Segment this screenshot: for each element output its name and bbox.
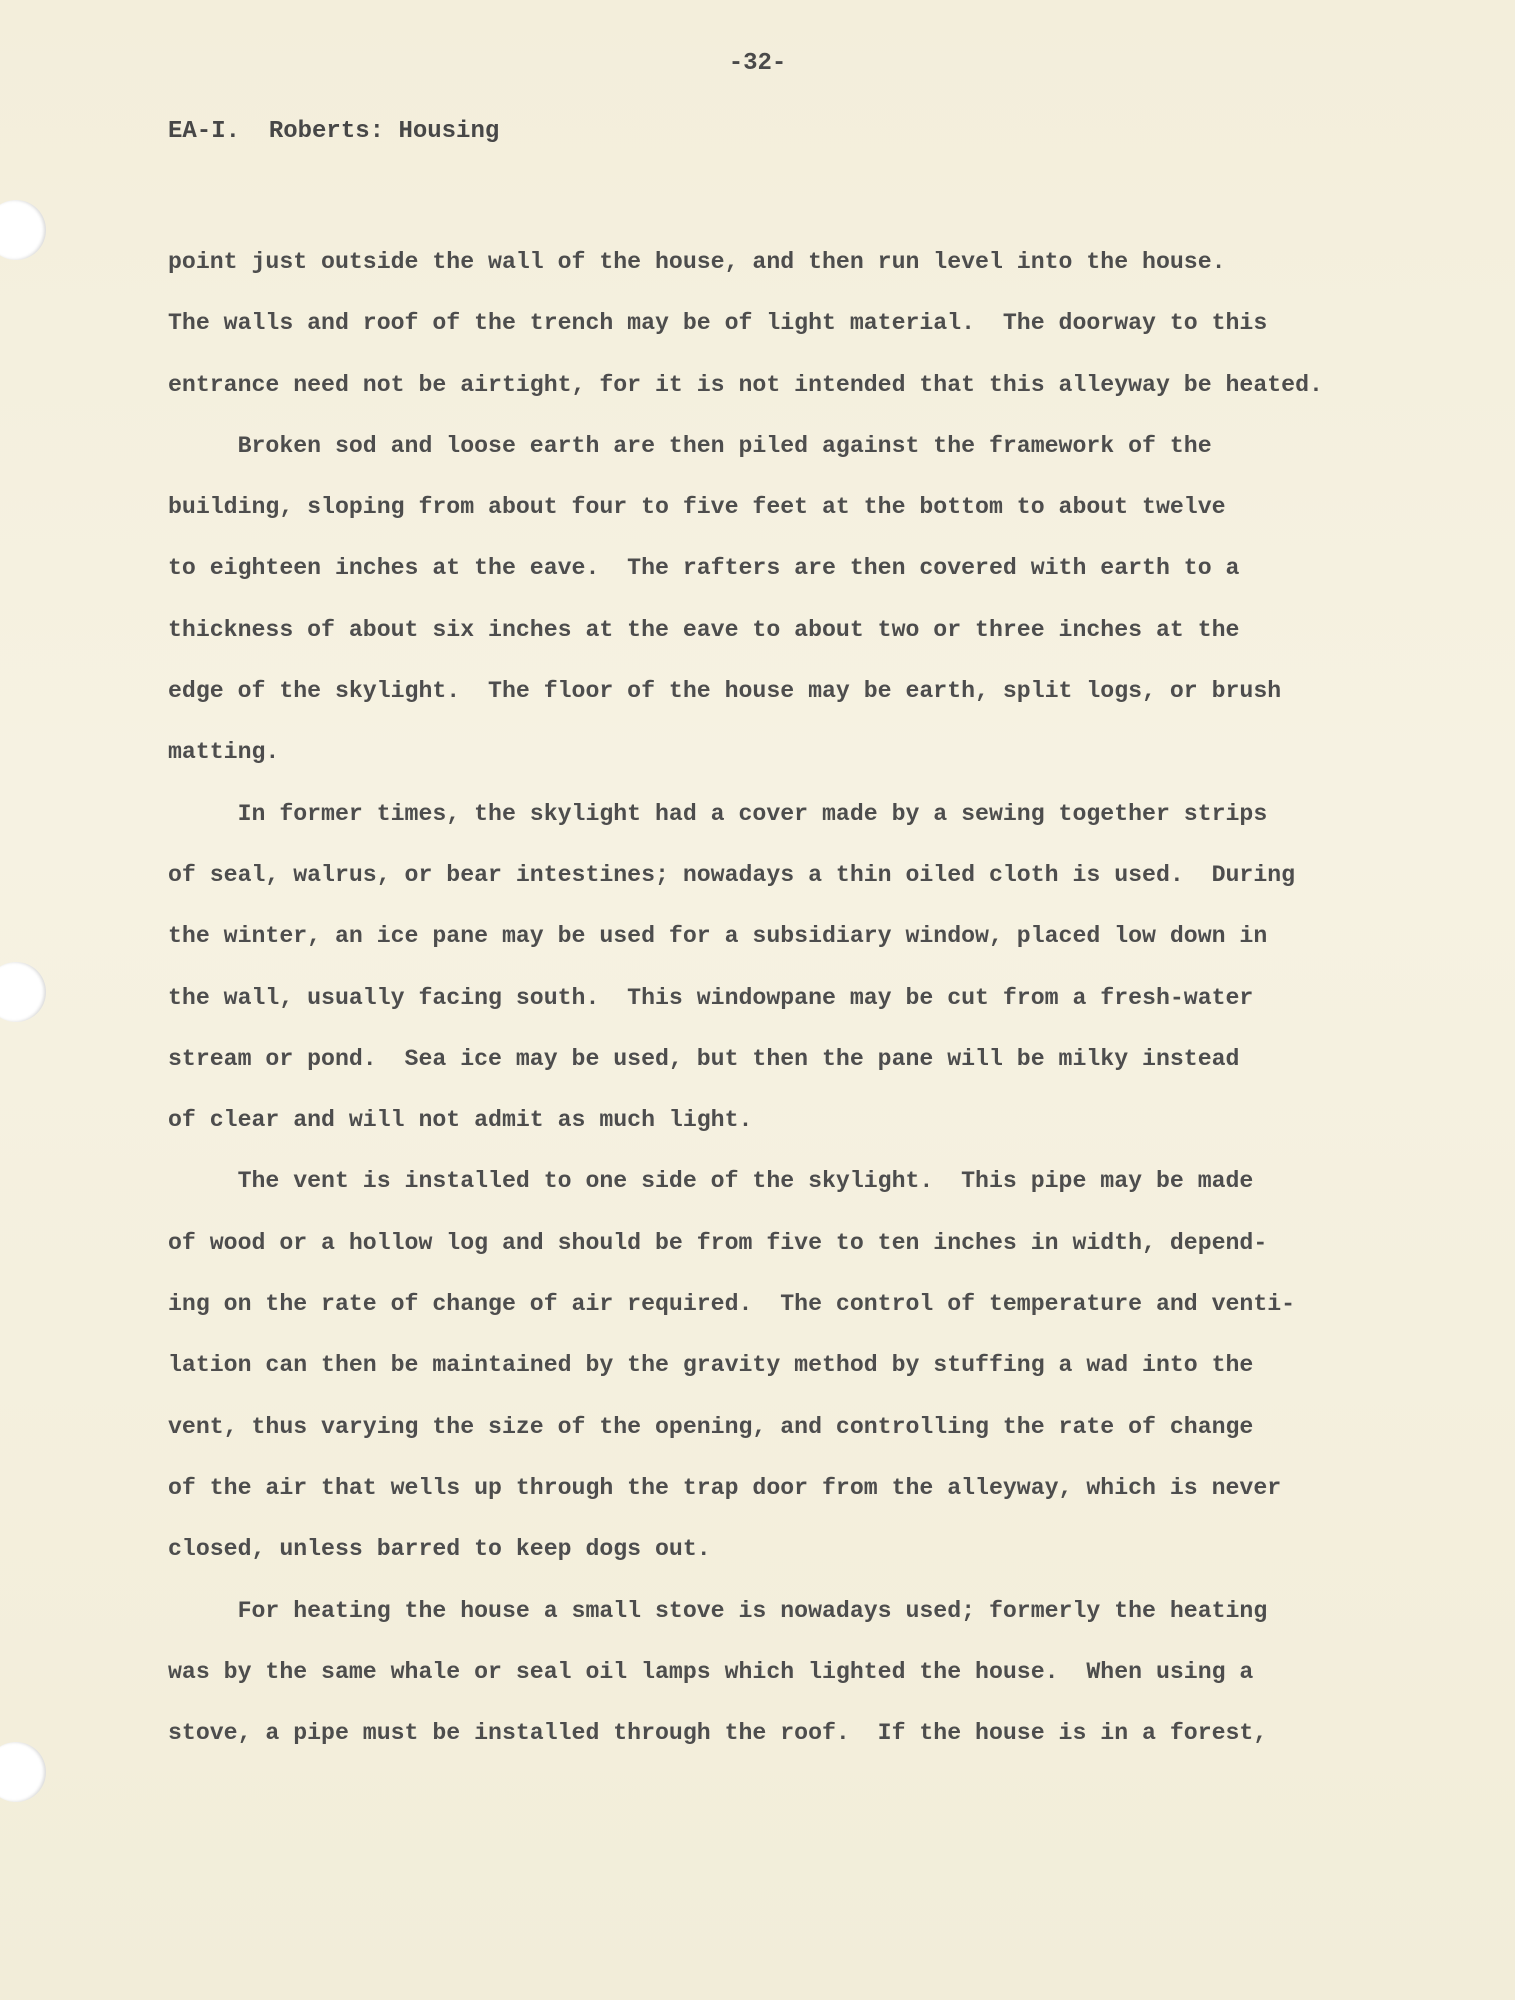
text-line: stream or pond. Sea ice may be used, but then the pane will be milky instead (168, 1045, 1240, 1072)
body-text (168, 232, 1428, 1764)
running-head: EA-I. Roberts: Housing (168, 118, 500, 145)
text-line: was by the same whale or seal oil lamps which lighted the house. When using a (168, 1658, 1254, 1685)
text-line: closed, unless barred to keep dogs out. (168, 1536, 711, 1563)
text-line: building, sloping from about four to five feet at the bottom to about twelve (168, 494, 1226, 521)
text-line: point just outside the wall of the house, and then run level into the house. (168, 249, 1226, 275)
text-line: Broken sod and loose earth are then piled against the framework of the (168, 432, 1212, 459)
text-line: the wall, usually facing south. This windowpane may be cut from a fresh-water (168, 984, 1254, 1011)
text-line: edge of the skylight. The floor of the house may be earth, split logs, or brush (168, 678, 1282, 705)
text-line: thickness of about six inches at the eave to about two or three inches at the (168, 616, 1240, 643)
text-line: of seal, walrus, or bear intestines; nowadays a thin oiled cloth is used. During (168, 861, 1296, 888)
text-line: stove, a pipe must be installed through the roof. If the house is in a forest, (168, 1720, 1268, 1747)
text-line: In former times, the skylight had a cover made by a sewing together strips (168, 800, 1268, 827)
page-number: -32- (728, 50, 787, 77)
binder-hole-bottom (0, 1742, 46, 1802)
text-line: of the air that wells up through the trap door from the alleyway, which is never (168, 1474, 1282, 1501)
text-line: The walls and roof of the trench may be of light material. The doorway to this (168, 310, 1268, 337)
text-line: lation can then be maintained by the gravity method by stuffing a wad into the (168, 1352, 1254, 1379)
text-line: For heating the house a small stove is nowadays used; formerly the heating (168, 1597, 1268, 1624)
text-line: The vent is installed to one side of the skylight. This pipe may be made (168, 1168, 1254, 1195)
binder-hole-middle (0, 962, 46, 1022)
text-line: entrance need not be airtight, for it is not intended that this alleyway be heated. (168, 371, 1323, 398)
text-line: vent, thus varying the size of the opening, and controlling the rate of change (168, 1413, 1254, 1440)
text-line: matting. (168, 739, 280, 766)
text-line: to eighteen inches at the eave. The rafters are then covered with earth to a (168, 555, 1240, 582)
text-line: ing on the rate of change of air required. The control of temperature and venti- (168, 1291, 1296, 1318)
text-line: the winter, an ice pane may be used for a subsidiary window, placed low down in (168, 923, 1268, 950)
text-line: of clear and will not admit as much light. (168, 1107, 753, 1134)
binder-hole-top (0, 200, 46, 260)
text-line: of wood or a hollow log and should be from five to ten inches in width, depend- (168, 1229, 1268, 1256)
